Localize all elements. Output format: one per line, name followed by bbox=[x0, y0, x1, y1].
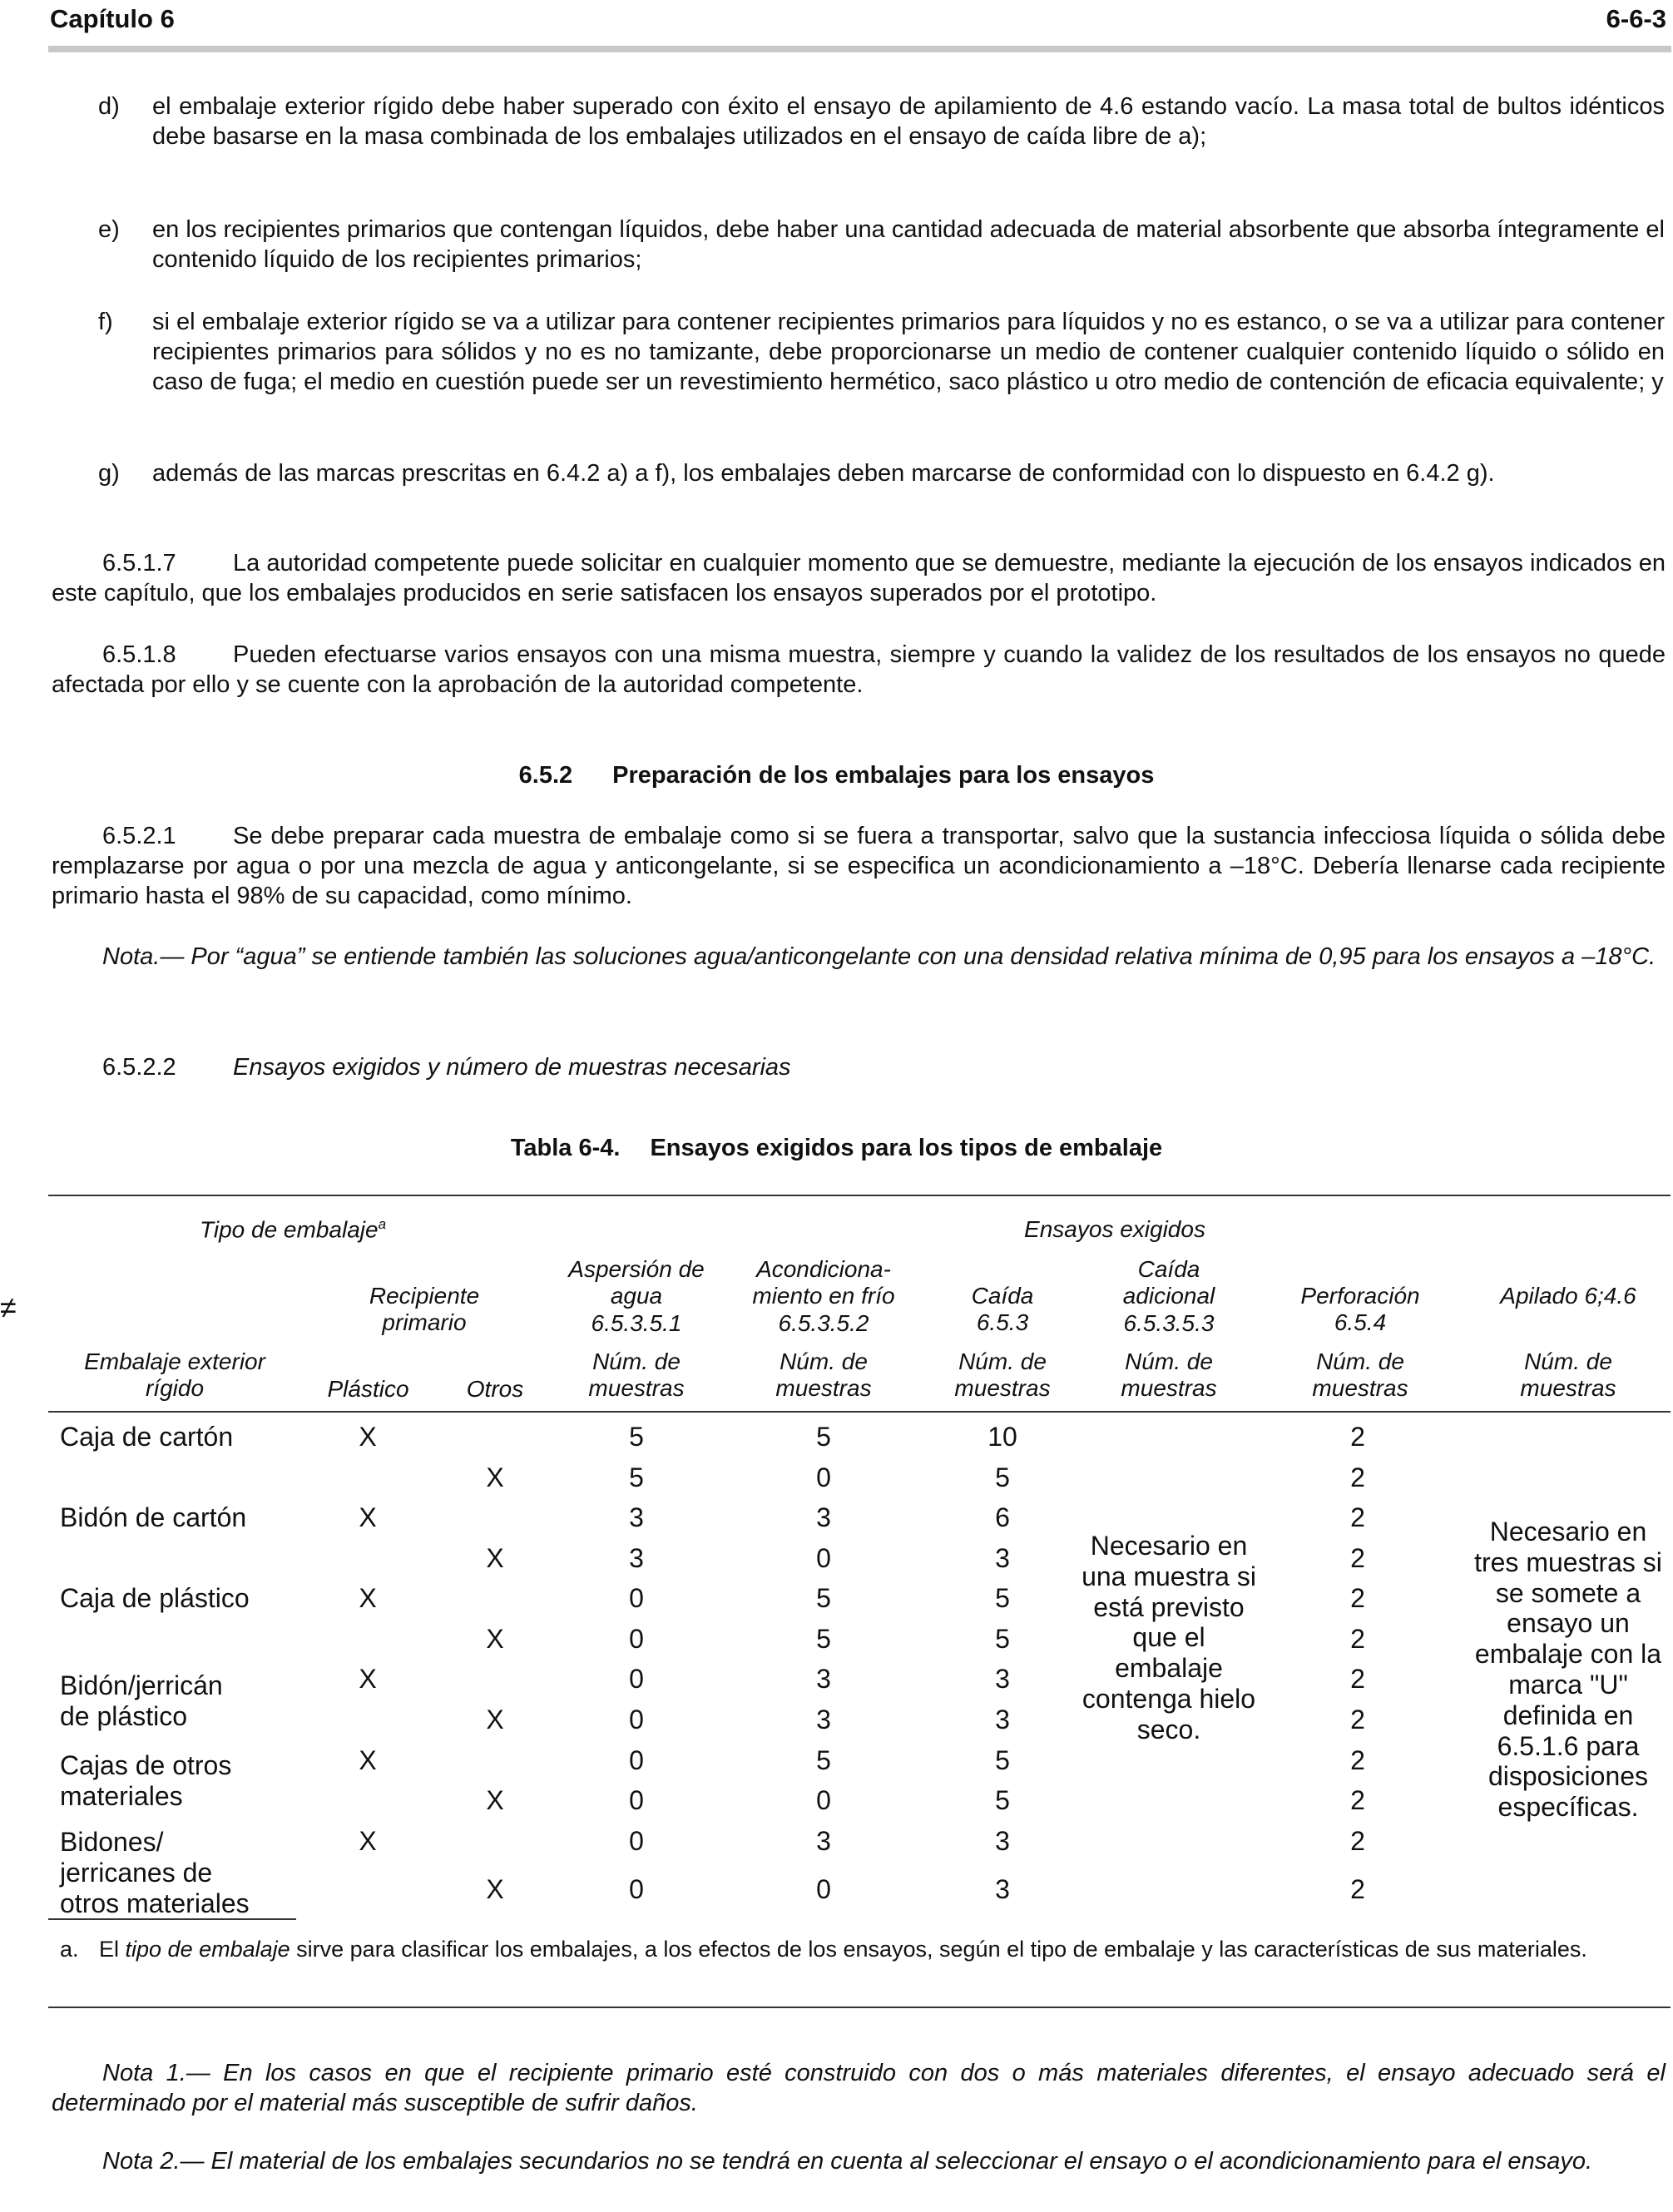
packaging-type-label: Bidón de cartón bbox=[60, 1502, 247, 1532]
apilado-note: Necesario en tres muestras si se somete a ensayo un embalaje con la marca "U" definida en 6.5.1.6 para disposiciones específicas. bbox=[1474, 1517, 1662, 1823]
cell-acondicionamiento: 0 bbox=[816, 1543, 831, 1573]
cell-aspersion: 0 bbox=[629, 1826, 644, 1856]
cell-perforacion: 2 bbox=[1350, 1502, 1365, 1532]
page-number: 6-6-3 bbox=[1606, 4, 1666, 33]
cell-caida: 6 bbox=[995, 1502, 1010, 1532]
cell-caida: 3 bbox=[995, 1664, 1010, 1694]
packaging-type-label: Caja de cartón bbox=[60, 1422, 234, 1452]
cell-plastico: X bbox=[359, 1826, 377, 1856]
list-item-label: f) bbox=[98, 309, 113, 335]
cell-plastico: X bbox=[359, 1745, 377, 1775]
header-otros: Otros bbox=[466, 1376, 524, 1402]
cell-perforacion: 2 bbox=[1350, 1705, 1365, 1734]
cell-caida: 5 bbox=[995, 1624, 1010, 1654]
header-num-muestras: Núm. de muestras bbox=[954, 1348, 1051, 1402]
cell-aspersion: 3 bbox=[629, 1543, 644, 1573]
paragraph-6-5-1-7 bbox=[52, 549, 1666, 609]
header-aspersion: Aspersión de agua 6.5.3.5.1 bbox=[568, 1256, 705, 1336]
cell-perforacion: 2 bbox=[1350, 1422, 1365, 1452]
list-item-label: d) bbox=[98, 93, 120, 120]
cell-aspersion: 0 bbox=[629, 1874, 644, 1904]
cell-otros: X bbox=[486, 1462, 504, 1492]
header-num-muestras: Núm. de muestras bbox=[775, 1348, 872, 1402]
table-number: Tabla 6-4. bbox=[510, 1135, 621, 1161]
list-item-text: en los recipientes primarios que contengan líquidos, debe haber una cantidad adecuada de material absorbente que absorba íntegramente el contenido líquido de los recipientes primarios; bbox=[152, 216, 1665, 273]
section-heading bbox=[0, 761, 1673, 791]
header-ensayos-exigidos: Ensayos exigidos bbox=[1024, 1216, 1205, 1242]
cell-acondicionamiento: 0 bbox=[816, 1462, 831, 1492]
cell-acondicionamiento: 3 bbox=[816, 1705, 831, 1734]
paragraph-number: 6.5.1.7 bbox=[102, 550, 176, 577]
change-marker: ≠ bbox=[0, 1290, 17, 1324]
cell-caida: 5 bbox=[995, 1785, 1010, 1815]
cell-otros: X bbox=[486, 1705, 504, 1734]
header-acondicionamiento: Acondiciona- miento en frío 6.5.3.5.2 bbox=[752, 1256, 895, 1336]
cell-acondicionamiento: 5 bbox=[816, 1745, 831, 1775]
cell-acondicionamiento: 5 bbox=[816, 1583, 831, 1613]
cell-aspersion: 0 bbox=[629, 1583, 644, 1613]
cell-aspersion: 0 bbox=[629, 1705, 644, 1734]
note-2: Nota 2.— El material de los embalajes secundarios no se tendrá en cuenta al seleccionar el ensayo o el acondicionamiento para el ensayo. bbox=[102, 2148, 1593, 2175]
cell-perforacion: 2 bbox=[1350, 1462, 1365, 1492]
paragraph-number: 6.5.1.8 bbox=[102, 641, 176, 668]
paragraph-6-5-1-8 bbox=[52, 641, 1666, 700]
header-caida: Caída 6.5.3 bbox=[971, 1283, 1034, 1336]
paragraph-text: Ensayos exigidos y número de muestras necesarias bbox=[233, 1054, 791, 1081]
cell-aspersion: 5 bbox=[629, 1422, 644, 1452]
caida-adicional-note: Necesario en una muestra si está previsto que el embalaje contenga hielo seco. bbox=[1082, 1531, 1256, 1744]
header-num-muestras: Núm. de muestras bbox=[588, 1348, 685, 1402]
header-tipo-embalaje: Tipo de embalaje$^a$ bbox=[200, 1216, 387, 1243]
cell-perforacion: 2 bbox=[1350, 1624, 1365, 1654]
list-item-label: e) bbox=[98, 216, 120, 243]
cell-plastico: X bbox=[359, 1422, 377, 1452]
paragraph-number: 6.5.2.2 bbox=[102, 1054, 176, 1081]
cell-caida: 5 bbox=[995, 1583, 1010, 1613]
cell-caida: 5 bbox=[995, 1462, 1010, 1492]
header-divider bbox=[48, 46, 1671, 52]
table-footnote bbox=[60, 1935, 1666, 1964]
footnote-label: a. bbox=[60, 1937, 79, 1962]
chapter-title: Capítulo 6 bbox=[50, 4, 175, 33]
paragraph-text: Pueden efectuarse varios ensayos con una misma muestra, siempre y cuando la validez de los resultados de los ensayos no quede afectada por ello y se cuente con la aprobación de la autoridad competente. bbox=[52, 641, 1666, 698]
cell-caida: 3 bbox=[995, 1705, 1010, 1734]
table-caption: Ensayos exigidos para los tipos de embalaje bbox=[650, 1135, 1163, 1161]
cell-caida: 3 bbox=[995, 1874, 1010, 1904]
header-perforacion: Perforación 6.5.4 bbox=[1300, 1283, 1420, 1336]
section-number: 6.5.2 bbox=[518, 762, 573, 789]
header-caida-adicional: Caída adicional 6.5.3.5.3 bbox=[1122, 1256, 1215, 1336]
list-item-label: g) bbox=[98, 460, 120, 487]
cell-acondicionamiento: 5 bbox=[816, 1624, 831, 1654]
list-item-text: el embalaje exterior rígido debe haber superado con éxito el ensayo de apilamiento de 4.6 estando vacío. La masa total de bultos idénticos debe basarse en la masa combinada de los embalajes utilizados en el ensayo de caída libre de a); bbox=[152, 93, 1665, 150]
header-recipiente-primario: Recipiente primario bbox=[369, 1283, 480, 1336]
cell-perforacion: 2 bbox=[1350, 1785, 1365, 1815]
cell-plastico: X bbox=[359, 1664, 377, 1694]
cell-otros: X bbox=[486, 1874, 504, 1904]
cell-aspersion: 3 bbox=[629, 1502, 644, 1532]
cell-perforacion: 2 bbox=[1350, 1583, 1365, 1613]
cell-aspersion: 0 bbox=[629, 1745, 644, 1775]
cell-plastico: X bbox=[359, 1502, 377, 1532]
table-title bbox=[0, 1134, 1673, 1164]
cell-otros: X bbox=[486, 1543, 504, 1573]
cell-perforacion: 2 bbox=[1350, 1745, 1365, 1775]
packaging-type-label: Cajas de otros materiales bbox=[60, 1750, 232, 1811]
cell-aspersion: 0 bbox=[629, 1785, 644, 1815]
list-item-text: además de las marcas prescritas en 6.4.2 a) a f), los embalajes deben marcarse de conformidad con lo dispuesto en 6.4.2 g). bbox=[152, 460, 1495, 487]
paragraph-6-5-2-1 bbox=[52, 822, 1666, 912]
header-apilado: Apilado 6;4.6 bbox=[1500, 1283, 1636, 1309]
cell-perforacion: 2 bbox=[1350, 1664, 1365, 1694]
header-plastico: Plástico bbox=[327, 1376, 409, 1402]
paragraph-text: Se debe preparar cada muestra de embalaje como si se fuera a transportar, salvo que la sustancia infecciosa líquida o sólida debe remplazarse por agua o por una mezcla de agua y anticongelante, si se especifica un acondicionamiento a –18°C. Debería llenarse cada recipiente primario hasta el 98% de su capacidad, como mínimo. bbox=[52, 823, 1666, 909]
cell-aspersion: 0 bbox=[629, 1624, 644, 1654]
cell-acondicionamiento: 0 bbox=[816, 1874, 831, 1904]
list-item-text: si el embalaje exterior rígido se va a utilizar para contener recipientes primarios para líquidos y no es estanco, o se va a utilizar para contener recipientes primarios para sólidos y no es no tamizante, debe proporcionarse un medio de contener cualquier contenido líquido o sólido en caso de fuga; el medio en cuestión puede ser un revestimiento hermético, saco plástico u otro medio de contención de eficacia equivalente; y bbox=[152, 309, 1665, 395]
list-item-g bbox=[98, 459, 1665, 489]
paragraph-text: La autoridad competente puede solicitar en cualquier momento que se demuestre, mediante la ejecución de los ensayos indicados en este capítulo, que los embalajes producidos en serie satisfacen los ensayos superados por el prototipo. bbox=[52, 550, 1666, 606]
cell-acondicionamiento: 3 bbox=[816, 1502, 831, 1532]
cell-caida: 10 bbox=[987, 1422, 1017, 1452]
table-header-rule bbox=[48, 1411, 1671, 1413]
cell-plastico: X bbox=[359, 1583, 377, 1613]
note-1: Nota 1.— En los casos en que el recipiente primario esté construido con dos o más materiales diferentes, el ensayo adecuado será el determinado por el material más susceptible de sufrir daños. bbox=[52, 2060, 1666, 2116]
paragraph-6-5-2-2 bbox=[52, 1053, 1666, 1083]
cell-aspersion: 0 bbox=[629, 1664, 644, 1694]
packaging-type-label: Bidón/jerricán de plástico bbox=[60, 1670, 223, 1731]
cell-perforacion: 2 bbox=[1350, 1543, 1365, 1573]
header-num-muestras: Núm. de muestras bbox=[1520, 1348, 1616, 1402]
cell-perforacion: 2 bbox=[1350, 1826, 1365, 1856]
section-title: Preparación de los embalajes para los ensayos bbox=[612, 762, 1155, 789]
header-num-muestras: Núm. de muestras bbox=[1312, 1348, 1408, 1402]
list-item-e bbox=[98, 215, 1665, 275]
footnote-text: El tipo de embalaje sirve para clasificar los embalajes, a los efectos de los ensayos, según el tipo de embalaje y las características de sus materiales. bbox=[99, 1937, 1587, 1962]
cell-otros: X bbox=[486, 1624, 504, 1654]
packaging-type-label: Bidones/ jerricanes de otros materiales bbox=[60, 1827, 250, 1918]
table-bottom-rule bbox=[48, 2007, 1671, 2008]
packaging-type-label: Caja de plástico bbox=[60, 1583, 250, 1613]
note-water: Nota.— Por “agua” se entiende también las soluciones agua/anticongelante con una densidad relativa mínima de 0,95 para los ensayos a –18°C. bbox=[102, 943, 1656, 970]
cell-caida: 3 bbox=[995, 1543, 1010, 1573]
list-item-f bbox=[98, 308, 1665, 398]
cell-acondicionamiento: 0 bbox=[816, 1785, 831, 1815]
cell-aspersion: 5 bbox=[629, 1462, 644, 1492]
cell-acondicionamiento: 3 bbox=[816, 1664, 831, 1694]
header-num-muestras: Núm. de muestras bbox=[1121, 1348, 1217, 1402]
list-item-d bbox=[98, 92, 1665, 152]
cell-otros: X bbox=[486, 1785, 504, 1815]
cell-acondicionamiento: 3 bbox=[816, 1826, 831, 1856]
paragraph-number: 6.5.2.1 bbox=[102, 823, 176, 849]
header-embalaje-exterior: Embalaje exterior rígido bbox=[84, 1348, 265, 1402]
cell-caida: 3 bbox=[995, 1826, 1010, 1856]
cell-caida: 5 bbox=[995, 1745, 1010, 1775]
cell-acondicionamiento: 5 bbox=[816, 1422, 831, 1452]
table-top-rule bbox=[48, 1195, 1671, 1196]
cell-perforacion: 2 bbox=[1350, 1874, 1365, 1904]
